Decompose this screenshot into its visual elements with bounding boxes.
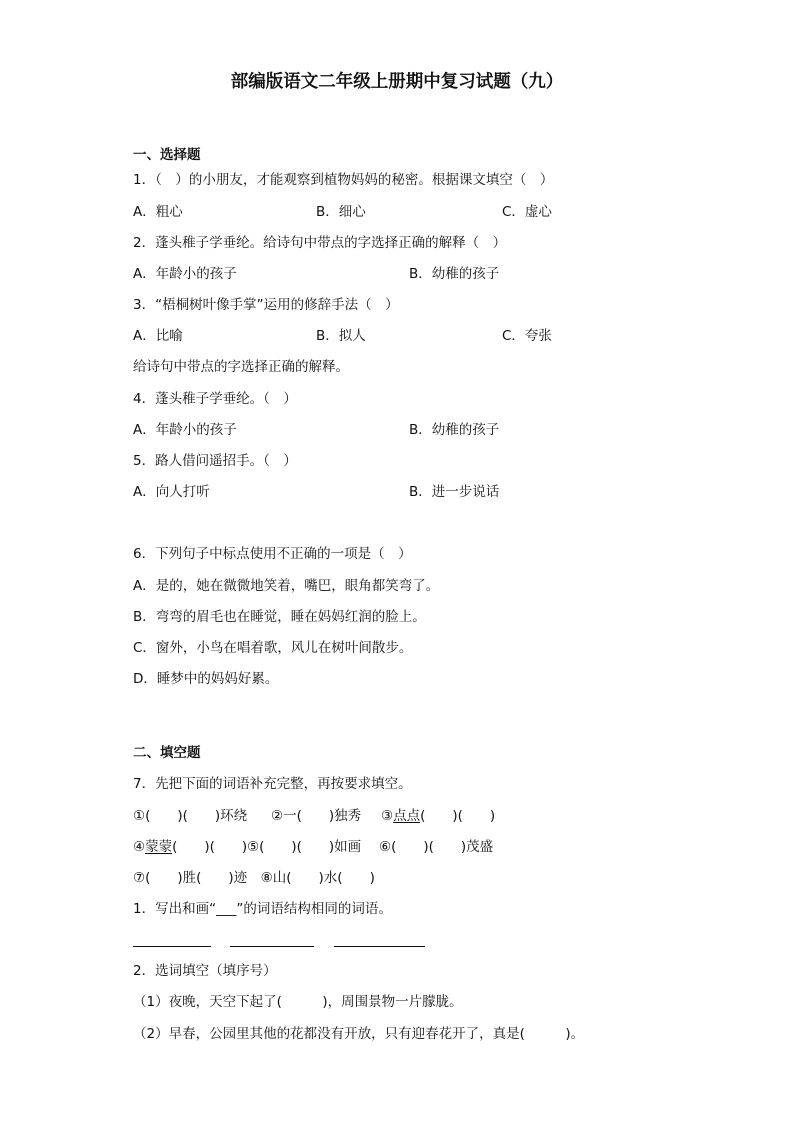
subquestion-1: 1．写出和画“___”的词语结构相同的词语。 [133,901,392,917]
answer-line-2[interactable] [230,934,314,947]
item-number: ④ [133,839,146,855]
question-1-stem: 1．（ ）的小朋友，才能观察到植物妈妈的秘密。根据课文填空（ ） [133,172,554,188]
question-7-stem: 7．先把下面的词语补充完整，再按要求填空。 [133,776,412,792]
page-title: 部编版语文二年级上册期中复习试题（九） [230,72,564,92]
question-2-stem: 2．蓬头稚子学垂纶。给诗句中带点的字选择正确的解释（ ） [133,235,507,251]
option-b: B．细心 [316,204,366,220]
question-6-option-d: D．睡梦中的妈妈好累。 [133,671,279,687]
option-b: B．拟人 [316,328,366,344]
question-3-stem: 3．“梧桐树叶像手掌”运用的修辞手法（ ） [133,297,399,313]
blanks: ( )( ) [420,808,496,824]
word-item-1: ①( )( )环绕 [133,808,248,824]
subquestion-2: 2．选词填空（填序号） [133,963,277,979]
blanks: ( )( ) [172,839,248,855]
word-item-2: ②一( )独秀 [271,808,362,824]
word-item-5: ⑤( )( )如画 [247,839,362,855]
option-c: C．虚心 [502,204,552,220]
subquestion-2-2: （2）早春，公园里其他的花都没有开放，只有迎春花开了，真是( )。 [133,1026,585,1042]
dotted-word: 点点 [393,808,421,824]
option-a: A．比喻 [133,328,183,344]
question-4-stem: 4．蓬头稚子学垂纶。（ ） [133,391,297,407]
answer-line-1[interactable] [133,934,211,947]
question-6-option-b: B．弯弯的眉毛也在睡觉，睡在妈妈红润的脸上。 [133,609,426,625]
option-b: B．进一步说话 [409,484,500,500]
section-heading-fill: 二、填空题 [133,745,201,761]
word-item-4 [133,838,247,856]
item-number: ③ [381,808,394,824]
option-a: A．年龄小的孩子 [133,266,237,282]
question-6-option-c: C．窗外，小鸟在唱着歌，风儿在树叶间散步。 [133,640,413,656]
option-b: B．幼稚的孩子 [409,422,500,438]
option-a: A．年龄小的孩子 [133,422,237,438]
answer-line-3[interactable] [334,934,425,947]
option-c: C．夸张 [502,328,552,344]
question-6-stem: 6．下列句子中标点使用不正确的一项是（ ） [133,546,412,562]
section-heading-choice: 一、选择题 [133,147,201,163]
subquestion-2-1: （1）夜晚，天空下起了( )，周围景物一片朦胧。 [133,994,463,1010]
option-a: A．向人打听 [133,484,210,500]
option-a: A．粗心 [133,204,183,220]
word-item-3 [381,807,495,825]
instruction-note: 给诗句中带点的字选择正确的解释。 [133,359,349,375]
question-5-stem: 5．路人借问遥招手。（ ） [133,453,297,469]
question-6-option-a: A．是的，她在微微地笑着，嘴巴，眼角都笑弯了。 [133,578,440,594]
dotted-word: 蒙蒙 [145,839,173,855]
word-row-3: ⑦( )胜( )迹 ⑧山( )水( ) [133,870,375,886]
word-item-6: ⑥( )( )茂盛 [379,839,494,855]
option-b: B．幼稚的孩子 [409,266,500,282]
